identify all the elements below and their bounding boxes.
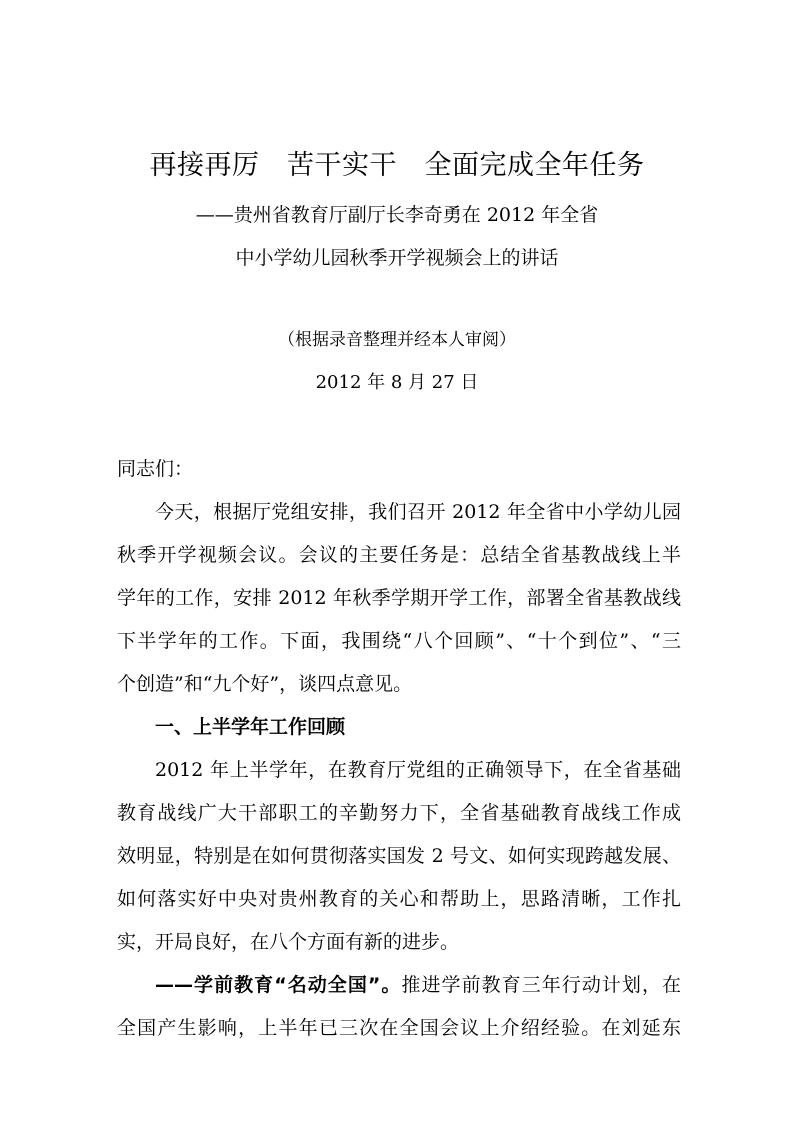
salutation: 同志们：	[117, 458, 194, 480]
speech-date: 2012 年 8 月 27 日	[315, 372, 479, 393]
paragraph-3-line	[155, 971, 681, 999]
paragraph-1-line: 下半学年的工作。下面，我围绕“八个回顾”、“十个到位”、“三	[117, 630, 681, 652]
paragraph-2-line: 教育战线广大干部职工的辛勤努力下，全省基础教育战线工作成	[117, 802, 681, 824]
section-1-heading: 一、上半学年工作回顾	[155, 716, 346, 738]
document-subtitle-line-1: ——贵州省教育厅副厅长李奇勇在 2012 年全省	[195, 204, 599, 226]
document-subtitle-line-2: 中小学幼儿园秋季开学视频会上的讲话	[235, 247, 559, 269]
paragraph-2-line: 效明显，特别是在如何贯彻落实国发 2 号文、如何实现跨越发展、	[117, 845, 681, 867]
paragraph-3-lead: ——学前教育“名动全国”。	[155, 974, 402, 996]
paragraph-1-line: 学年的工作，安排 2012 年秋季学期开学工作，部署全省基教战线	[117, 587, 681, 609]
paragraph-1-line: 今天，根据厅党组安排，我们召开 2012 年全省中小学幼儿园	[155, 501, 681, 523]
paragraph-2-line: 如何落实好中央对贵州教育的关心和帮助上，思路清晰，工作扎	[117, 888, 681, 910]
paragraph-1-line: 秋季开学视频会议。会议的主要任务是：总结全省基教战线上半	[117, 544, 681, 566]
review-note: （根据录音整理并经本人审阅）	[278, 330, 516, 350]
paragraph-2-line: 实，开局良好，在八个方面有新的进步。	[117, 931, 460, 953]
paragraph-2-line: 2012 年上半学年，在教育厅党组的正确领导下，在全省基础	[155, 759, 681, 781]
paragraph-3-first-line-text: 推进学前教育三年行动计划，在	[401, 974, 681, 996]
paragraph-3-line: 全国产生影响，上半年已三次在全国会议上介绍经验。在刘延东	[117, 1017, 681, 1039]
paragraph-1-line: 个创造”和“九个好”，谈四点意见。	[117, 673, 413, 695]
document-title: 再接再厉 苦干实干 全面完成全年任务	[149, 150, 645, 181]
